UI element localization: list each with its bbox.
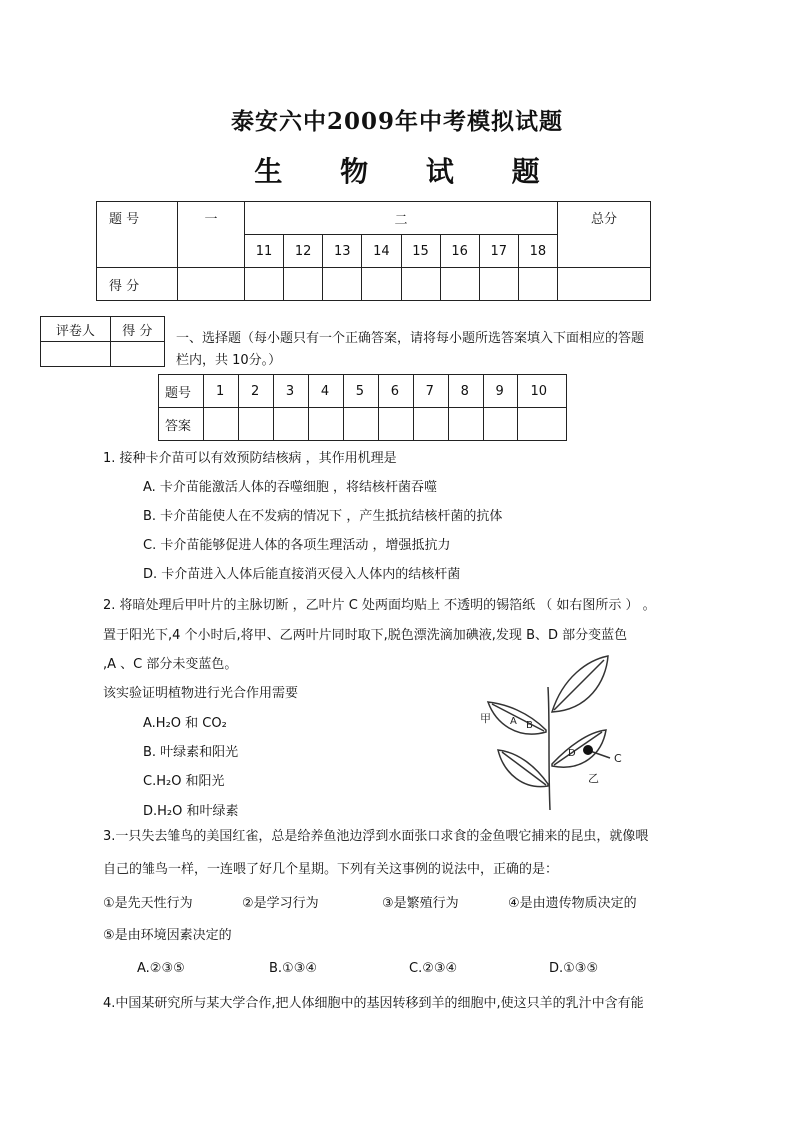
score-cell <box>284 268 323 301</box>
q3-item-1: ①是先天性行为 <box>103 896 193 911</box>
stem-line <box>548 687 550 810</box>
grader-score-label: 得 分 <box>110 317 164 342</box>
score-cell <box>479 268 518 301</box>
q3-option-a: A.②③⑤ <box>137 961 185 976</box>
q2-option-b: B. 叶绿素和阳光 <box>143 745 239 760</box>
answer-table-number: 2 <box>238 375 273 408</box>
score-table-sub-12: 12 <box>284 235 323 268</box>
q1-option-b: B. 卡介苗能使人在不发病的情况下 ，产生抵抗结核杆菌的抗体 <box>143 509 503 524</box>
q3-option-b: B.①③④ <box>269 961 318 976</box>
q3-item-3: ③是繁殖行为 <box>382 896 459 911</box>
q1-option-a: A. 卡介苗能激活人体的吞噬细胞 ，将结核杆菌吞噬 <box>143 480 438 495</box>
q1-stem: 1. 接种卡介苗可以有效预防结核病 ，其作用机理是 <box>103 451 397 466</box>
label-d: D <box>568 748 576 759</box>
q4-line1: 4.中国某研究所与某大学合作,把人体细胞中的基因转移到羊的细胞中,使这只羊的乳汁中含有能 <box>103 996 644 1011</box>
answer-table-number: 8 <box>448 375 483 408</box>
answer-table-answer-label: 答案 <box>159 408 204 441</box>
q1-option-d: D. 卡介苗进入人体后能直接消灭侵入人体内的结核杆菌 <box>143 567 461 582</box>
q2-option-a: A.H₂O 和 CO₂ <box>143 716 227 731</box>
q3-item-4: ④是由遗传物质决定的 <box>508 896 637 911</box>
leaf-jia-vein <box>492 704 544 731</box>
answer-table-number: 10 <box>518 375 567 408</box>
score-table-sub-13: 13 <box>323 235 362 268</box>
score-table-sub-18: 18 <box>518 235 557 268</box>
answer-cell <box>343 408 378 441</box>
q3-item-5: ⑤是由环境因素决定的 <box>103 928 232 943</box>
answer-cell <box>204 408 239 441</box>
answer-table-question-label: 题号 <box>159 375 204 408</box>
score-table-sub-17: 17 <box>479 235 518 268</box>
answer-cell <box>518 408 567 441</box>
leaf-top-vein <box>554 660 604 710</box>
score-cell <box>178 268 245 301</box>
answer-cell <box>308 408 343 441</box>
score-table <box>96 201 651 301</box>
label-jia: 甲 <box>480 712 491 725</box>
answer-cell <box>483 408 518 441</box>
leaf-diagram <box>478 652 628 812</box>
answer-table-number: 5 <box>343 375 378 408</box>
exam-title: 泰安六中2009年中考模拟试题 <box>230 108 563 135</box>
subject-title: 生 物 试 题 <box>254 155 564 188</box>
section1-heading-line1: 一、选择题（每小题只有一个正确答案，请将每小题所选答案填入下面相应的答题 <box>176 331 645 346</box>
answer-table-number: 4 <box>308 375 343 408</box>
answer-table-number: 1 <box>204 375 239 408</box>
grader-label: 评卷人 <box>41 317 111 342</box>
q3-line1: 3.一只失去雏鸟的美国红雀，总是给养鱼池边浮到水面张口求食的金鱼喂它捕来的昆虫，就像喂 <box>103 829 649 844</box>
q3-line2: 自己的雏鸟一样，一连喂了好几个星期。下列有关这事例的说法中，正确的是： <box>103 862 559 877</box>
q2-option-c: C.H₂O 和阳光 <box>143 774 225 789</box>
grader-cell <box>41 342 111 367</box>
leaf-yi-vein <box>554 732 602 765</box>
score-cell <box>440 268 479 301</box>
q2-line2: 置于阳光下,4 个小时后,将甲、乙两叶片同时取下,脱色漂洗滴加碘液,发现 B、D 部分变蓝色 <box>103 628 628 643</box>
answer-table-number: 3 <box>273 375 308 408</box>
answer-table-number: 6 <box>378 375 413 408</box>
score-table-part2: 二 <box>245 202 558 235</box>
answer-table-number: 7 <box>413 375 448 408</box>
q2-option-d: D.H₂O 和叶绿素 <box>143 804 239 819</box>
score-cell <box>401 268 440 301</box>
score-cell <box>558 268 651 301</box>
label-b: B <box>526 720 533 731</box>
pointer-c <box>590 751 610 758</box>
score-table-sub-11: 11 <box>245 235 284 268</box>
foil-patch <box>583 745 593 755</box>
score-table-score-label: 得 分 <box>97 268 178 301</box>
label-a: A <box>510 716 517 727</box>
score-table-question-label: 题 号 <box>97 202 178 268</box>
q2-line1: 2. 将暗处理后甲叶片的主脉切断 ，乙叶片 C 处两面均贴上 不透明的锡箔纸 （ 如右图所示 ） 。 <box>103 598 656 613</box>
score-cell <box>323 268 362 301</box>
leaf-lower-vein <box>502 752 546 785</box>
label-c: C <box>614 752 622 765</box>
score-table-sub-14: 14 <box>362 235 401 268</box>
answer-cell <box>273 408 308 441</box>
answer-cell <box>378 408 413 441</box>
section1-heading-line2: 栏内，共 10分。） <box>176 353 282 368</box>
answer-cell <box>238 408 273 441</box>
score-cell <box>245 268 284 301</box>
q3-item-2: ②是学习行为 <box>242 896 319 911</box>
answer-table-number: 9 <box>483 375 518 408</box>
grader-box <box>40 316 165 367</box>
score-table-sub-15: 15 <box>401 235 440 268</box>
score-cell <box>362 268 401 301</box>
label-yi: 乙 <box>588 772 599 785</box>
answer-table <box>158 374 567 441</box>
score-cell <box>518 268 557 301</box>
answer-cell <box>448 408 483 441</box>
score-table-sub-16: 16 <box>440 235 479 268</box>
q3-option-d: D.①③⑤ <box>549 961 599 976</box>
score-table-part1: 一 <box>178 202 245 268</box>
q2-line4: 该实验证明植物进行光合作用需要 <box>103 686 299 701</box>
score-table-total: 总分 <box>558 202 651 268</box>
q1-option-c: C. 卡介苗能够促进人体的各项生理活动 ，增强抵抗力 <box>143 538 451 553</box>
q2-line3: ,A 、C 部分未变蓝色。 <box>103 657 238 672</box>
answer-cell <box>413 408 448 441</box>
grader-score-cell <box>110 342 164 367</box>
q3-option-c: C.②③④ <box>409 961 458 976</box>
